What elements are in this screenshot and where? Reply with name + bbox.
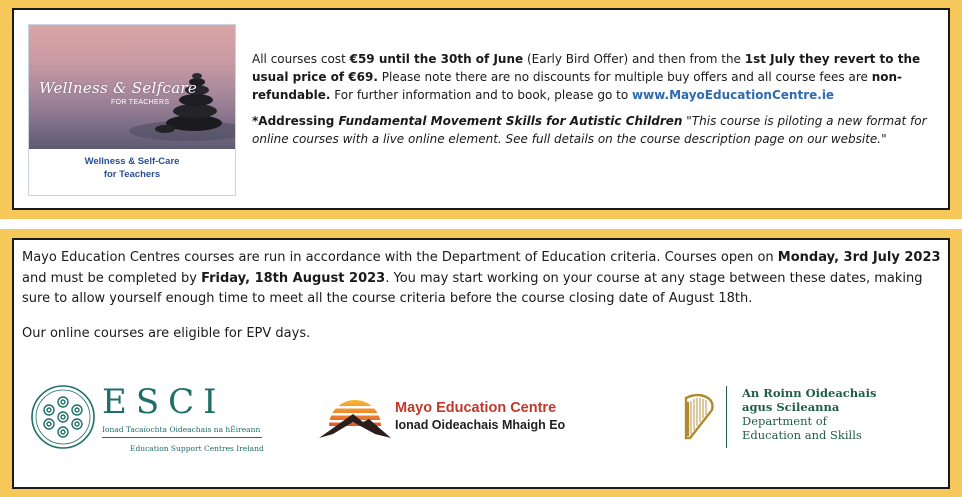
caption-line-1: Wellness & Self-Care [84,156,180,167]
esci-divider [102,437,262,438]
early-bird-price: €59 until the 30th of June [349,52,524,66]
esci-emblem-icon [30,384,96,450]
esci-english-name: Education Support Centres Ireland [130,444,264,453]
course-card-caption [29,155,235,181]
close-date: Friday, 18th August 2023 [201,270,386,286]
esci-name: ESCI [102,382,226,422]
wellness-image-title: Wellness & Selfcare [39,79,198,97]
course-card-wellness[interactable] [28,24,236,196]
dates-paragraph [22,248,942,310]
harp-icon [678,392,718,442]
info-text [22,248,942,344]
pricing-panel-box [12,8,950,210]
text: All courses cost [252,52,350,66]
note-paragraph [252,112,942,148]
department-english-line-2: Education and Skills [742,428,862,442]
epv-paragraph: Our online courses are eligible for EPV days. [22,325,311,341]
text: . You may start working on your course at any stage between these dates, making sure to allow yourself enough time to meet all the course criteria before the course closing date of August 18th. [22,270,923,306]
esci-logo [30,380,270,460]
department-irish-line-2: agus Scileanna [742,400,840,414]
text: Mayo Education Centres courses are run in accordance with the Department of Education criteria. Courses open on [22,250,778,265]
mayo-name: Mayo Education Centre [395,400,557,416]
esci-irish-name: Ionad Tacaíochta Oideachais na hÉireann [102,425,261,434]
text: (Early Bird Offer) and then from the [523,52,745,66]
department-irish-line-1: An Roinn Oideachais [742,386,877,400]
regular-price: 1st July they revert to the usual price of €69. [252,52,921,84]
mountain-sun-icon [319,392,391,444]
wellness-image-subtitle: FOR TEACHERS [111,99,170,106]
non-refundable: non-refundable. [252,70,903,102]
pricing-paragraph [252,50,942,104]
pricing-panel [0,0,962,219]
department-english-line-1: Department of [742,414,827,428]
department-divider [726,386,727,448]
info-panel [0,229,962,497]
course-note: "This course is piloting a new format for online courses with a live online element. See full details on the course description page on our website." [252,114,927,146]
mayo-logo [319,390,609,450]
course-title: Fundamental Movement Skills for Autistic Children [338,114,683,128]
open-date: Monday, 3rd July 2023 [777,250,941,265]
wellness-image [29,25,235,149]
text: For further information and to book, please go to [330,88,633,102]
text: Please note there are no discounts for multiple buy offers and all course fees are [377,70,872,84]
text: and must be completed by [22,270,202,286]
text: *Addressing [252,114,339,128]
mayo-irish-name: Ionad Oideachais Mhaigh Eo [395,418,566,432]
pricing-text [252,50,942,148]
department-logo [666,380,926,456]
info-panel-box [12,238,950,489]
caption-line-2: for Teachers [103,169,161,180]
website-link[interactable]: www.MayoEducationCentre.ie [632,88,835,102]
